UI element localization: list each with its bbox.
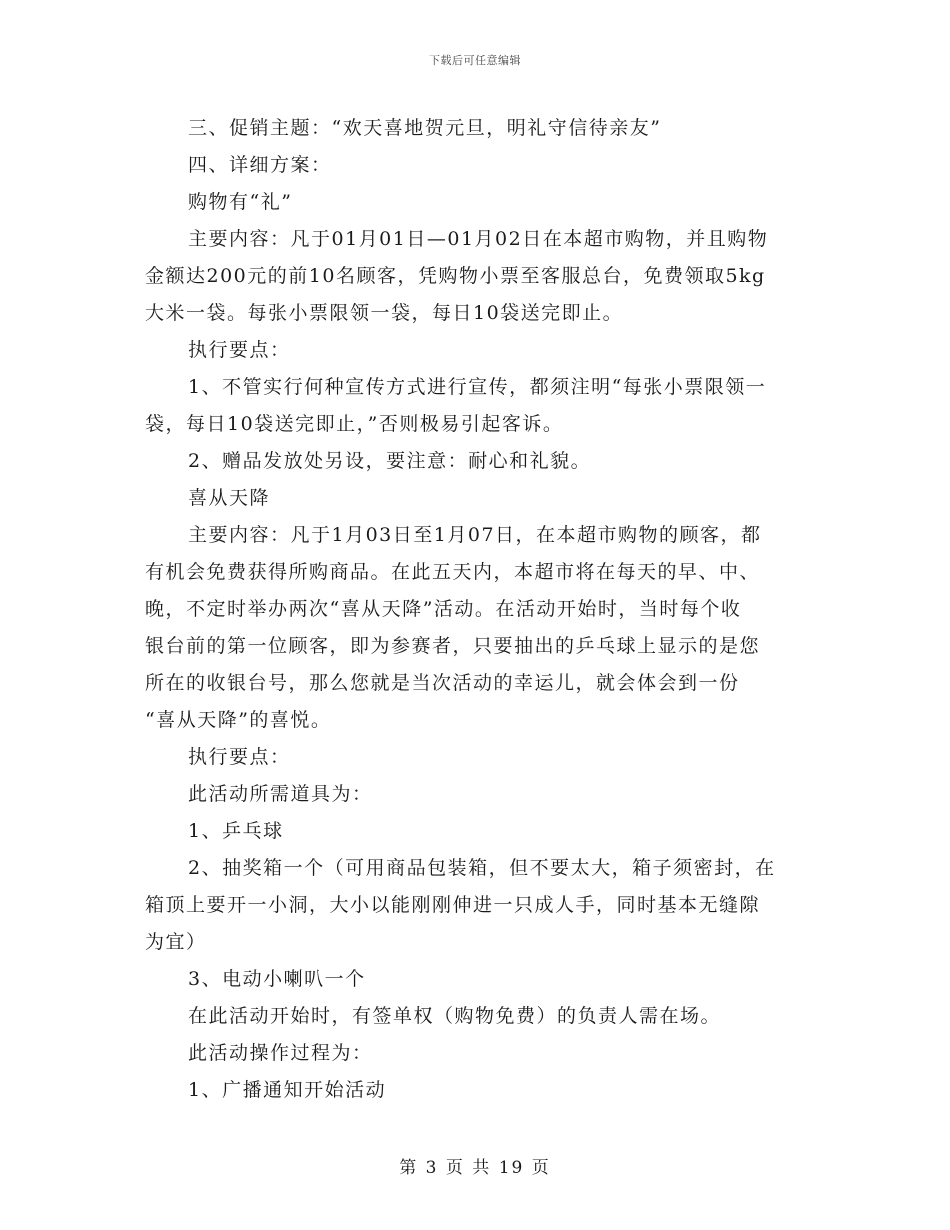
- text-line: 1、乒乓球: [188, 820, 284, 842]
- section-heading: 购物有“礼”: [188, 191, 293, 213]
- text-line: 在此活动开始时，有签单权（购物免费）的负责人需在场。: [188, 1005, 722, 1027]
- text-line: 金额达200元的前10名顾客，凭购物小票至客服总台，免费领取5kg: [145, 265, 766, 287]
- text-line: 主要内容：凡于1月03日至1月07日，在本超市购物的顾客，都: [188, 524, 762, 546]
- text-line: 三、促销主题：“欢天喜地贺元旦，明礼守信待亲友”: [188, 117, 662, 139]
- text-line: 3、电动小喇叭一个: [188, 968, 366, 990]
- text-line: 大米一袋。每张小票限领一袋，每日10袋送完即止。: [145, 302, 624, 324]
- text-line: 银台前的第一位顾客，即为参赛者，只要抽出的乒乓球上显示的是您: [145, 635, 761, 657]
- text-line: 为宜）: [145, 931, 207, 953]
- text-line: 所在的收银台号，那么您就是当次活动的幸运儿，就会体会到一份: [145, 672, 740, 694]
- section-heading: 喜从天降: [188, 487, 271, 509]
- text-line: 有机会免费获得所购商品。在此五天内，本超市将在每天的早、中、: [145, 561, 761, 583]
- text-line: 主要内容：凡于01月01日—01月02日在本超市购物，并且购物: [188, 228, 769, 250]
- text-line: 1、不管实行何种宣传方式进行宣传，都须注明“每张小票限领一: [188, 376, 767, 398]
- text-line: 箱顶上要开一小洞，大小以能刚刚伸进一只成人手，同时基本无缝隙: [145, 894, 761, 916]
- text-line: 晚，不定时举办两次“喜从天降”活动。在活动开始时，当时每个收: [145, 598, 742, 620]
- text-line: 袋，每日10袋送完即止，”否则极易引起客诉。: [145, 413, 564, 435]
- text-line: 此活动所需道具为：: [188, 783, 373, 805]
- document-body: [145, 110, 810, 1109]
- text-line: 2、抽奖箱一个（可用商品包装箱，但不要太大，箱子须密封，在: [188, 857, 776, 879]
- text-line: 执行要点：: [188, 339, 291, 361]
- text-line: 四、详细方案：: [188, 154, 332, 176]
- text-line: 此活动操作过程为：: [188, 1042, 373, 1064]
- text-line: 2、赠品发放处另设，要注意：耐心和礼貌。: [188, 450, 592, 472]
- text-line: 执行要点：: [188, 746, 291, 768]
- page-footer: 第 3 页 共 19 页: [399, 1158, 551, 1178]
- page-header: 下载后可任意编辑: [429, 54, 521, 67]
- text-line: 1、广播通知开始活动: [188, 1079, 387, 1101]
- text-line: “喜从天降”的喜悦。: [145, 709, 332, 731]
